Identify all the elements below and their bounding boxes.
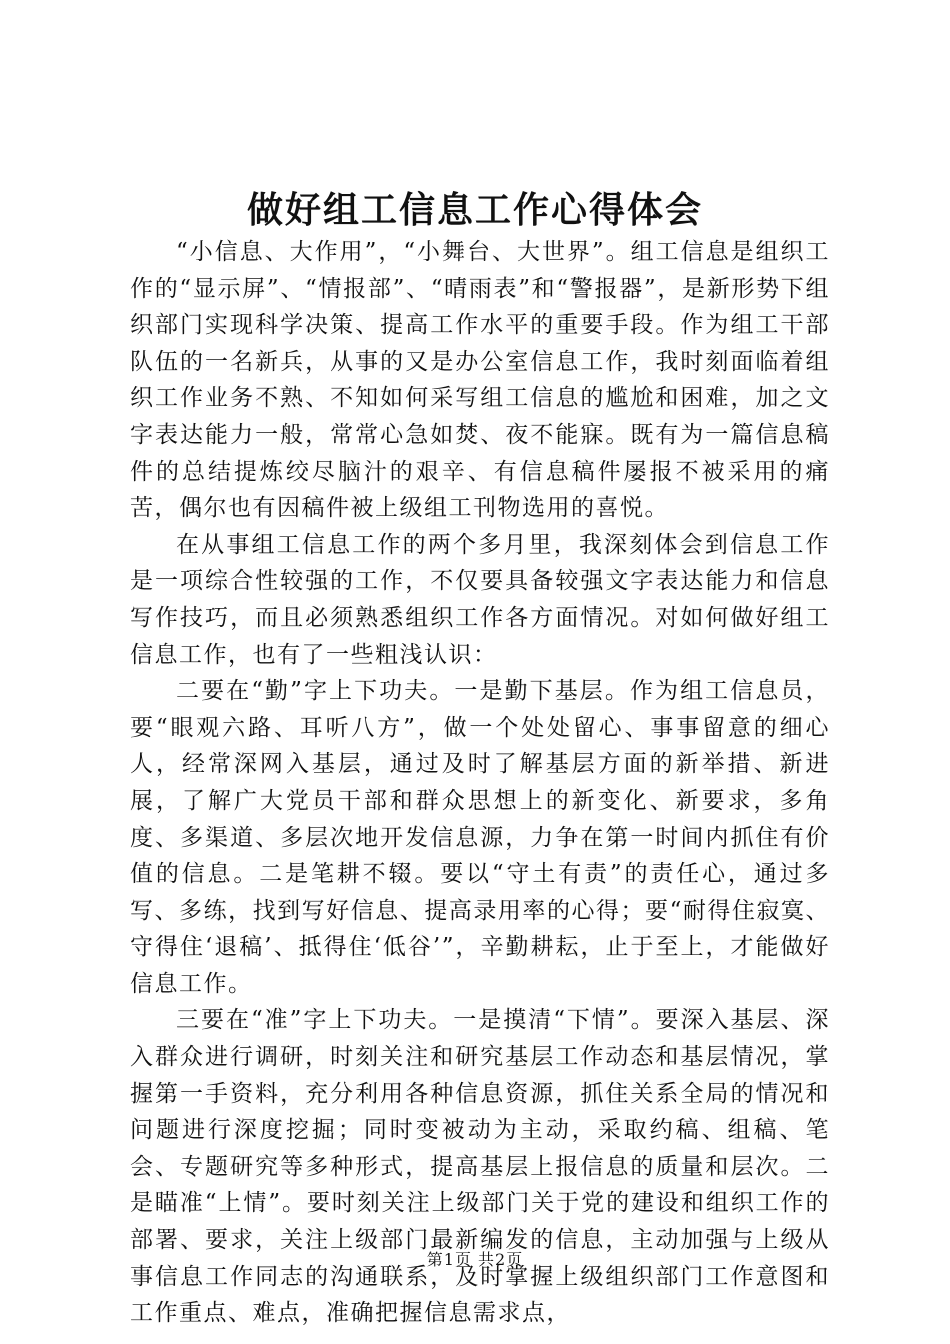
paragraph-2: 在从事组工信息工作的两个多月里，我深刻体会到信息工作是一项综合性较强的工作，不仅要具备较强文字表达能力和信息写作技巧，而且必须熟悉组织工作各方面情况。对如何做好组工信息工作，也有了一些粗浅认识：	[130, 531, 830, 668]
document-title: 做好组工信息工作心得体会	[246, 189, 703, 231]
paragraph-1: “小信息、大作用”，“小舞台、大世界”。组工信息是组织工作的“显示屏”、“情报部”、“晴雨表”和“警报器”，是新形势下组织部门实现科学决策、提高工作水平的重要手段。作为组工干部队伍的一名新兵，从事的又是办公室信息工作，我时刻面临着组织工作业务不熟、不知如何采写组工信息的尴尬和困难，加之文字表达能力一般，常常心急如焚、夜不能寐。既有为一篇信息稿件的总结提炼绞尽脑汁的艰辛、有信息稿件屡报不被采用的痛苦，偶尔也有因稿件被上级组工刊物选用的喜悦。	[130, 239, 830, 522]
document-body	[130, 234, 830, 1332]
paragraph-4: 三要在“准”字上下功夫。一是摸清“下情”。要深入基层、深入群众进行调研，时刻关注和研究基层工作动态和基层情况，掌握第一手资料，充分利用各种信息资源，抓住关系全局的情况和问题进行深度挖掘；同时变被动为主动，采取约稿、组稿、笔会、专题研究等多种形式，提高基层上报信息的质量和层次。二是瞄准“上情”。要时刻关注上级部门关于党的建设和组织工作的部署、要求，关注上级部门最新编发的信息，主动加强与上级从事信息工作同志的沟通联系，及时掌握上级组织部门工作意图和工作重点、难点，准确把握信息需求点，	[130, 1007, 830, 1327]
page-footer: 第1页 共2页	[426, 1250, 524, 1269]
paragraph-3: 二要在“勤”字上下功夫。一是勤下基层。作为组工信息员，要“眼观六路、耳听八方”，做一个处处留心、事事留意的细心人，经常深网入基层，通过及时了解基层方面的新举措、新进展，了解广大党员干部和群众思想上的新变化、新要求，多角度、多渠道、多层次地开发信息源，力争在第一时间内抓住有价值的信息。二是笔耕不辍。要以“守土有责”的责任心，通过多写、多练，找到写好信息、提高录用率的心得；要“耐得住寂寞、守得住‘退稿’、抵得住‘低谷’”，辛勤耕耘，止于至上，才能做好信息工作。	[130, 678, 830, 997]
